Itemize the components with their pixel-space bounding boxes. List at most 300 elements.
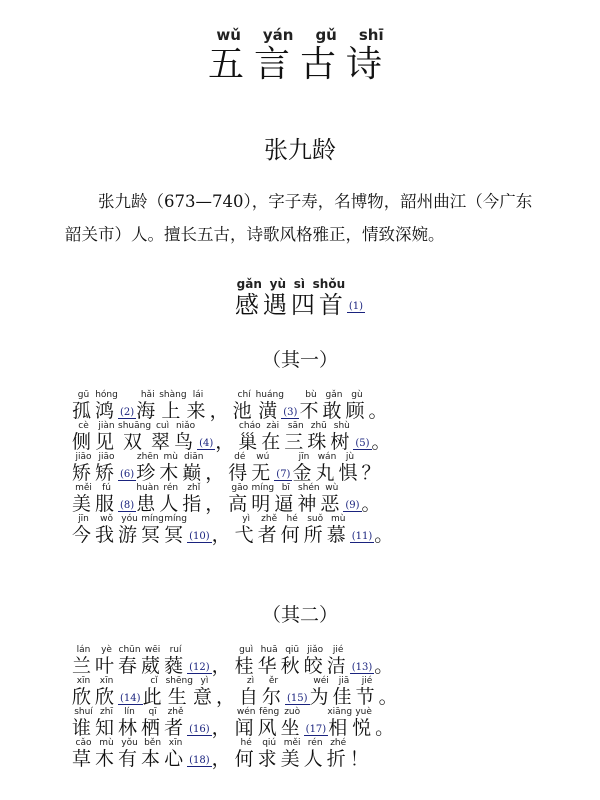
poem-character — [165, 676, 193, 708]
character-pinyin: hǎi — [136, 390, 160, 400]
character-text: 华 — [257, 655, 281, 677]
poem-line — [72, 738, 572, 769]
character-text: 美 — [280, 748, 304, 770]
character-text: 知 — [95, 717, 119, 739]
poem-character — [141, 645, 165, 677]
poem-character — [72, 390, 96, 422]
character-pinyin: niǎo — [174, 421, 198, 431]
character-pinyin: zuò — [280, 707, 304, 717]
character-text: 佳 — [332, 686, 356, 708]
character-text: 顾 — [345, 400, 369, 422]
character-text: 矫 — [72, 462, 96, 484]
character-text: 逼 — [274, 493, 298, 515]
character-pinyin: chūn — [118, 645, 142, 655]
poem-1-heading: （其一） — [261, 349, 338, 371]
poem-character — [95, 390, 119, 422]
poem-character — [234, 707, 258, 739]
poem-2-body — [72, 645, 572, 769]
character-text: 三 — [284, 431, 308, 453]
character-text: 得 — [228, 462, 252, 484]
character-pinyin: zhě — [164, 707, 188, 717]
character-pinyin: bī — [274, 483, 298, 493]
poem-line — [72, 452, 572, 483]
poem-character — [297, 483, 321, 515]
footnote-link[interactable]: (1) — [348, 301, 364, 312]
character-pinyin: jiā — [332, 676, 356, 686]
character-pinyin: wù — [320, 483, 344, 493]
footnote-link[interactable]: (9) — [345, 499, 360, 511]
character-text: 美 — [72, 493, 96, 515]
character-text: 池 — [232, 400, 256, 422]
punctuation: ， — [211, 748, 235, 770]
character-text: 有 — [118, 748, 142, 770]
character-pinyin: jù — [338, 452, 362, 462]
character-pinyin: lín — [118, 707, 142, 717]
character-text: 巅 — [182, 462, 206, 484]
poem-character — [164, 514, 188, 546]
character-pinyin: shén — [297, 483, 321, 493]
character-pinyin: huáng — [255, 390, 284, 400]
poem-line — [72, 707, 572, 738]
character-text: 潢 — [255, 400, 284, 422]
page-title — [0, 28, 600, 87]
character-pinyin: běn — [141, 738, 165, 748]
character-text: 服 — [95, 493, 119, 515]
punctuation: ？ — [361, 462, 385, 484]
character-pinyin: chí — [232, 390, 256, 400]
character-text: 人 — [303, 748, 327, 770]
character-pinyin: wéi — [309, 676, 333, 686]
poem-line — [72, 483, 572, 514]
character-pinyin: gù — [345, 390, 369, 400]
poem-character — [320, 483, 344, 515]
poem-character — [186, 390, 210, 422]
poem-character — [151, 421, 175, 453]
character-text: 何 — [280, 524, 304, 546]
character-text: 葳 — [141, 655, 165, 677]
character-pinyin: jiāo — [95, 452, 119, 462]
character-pinyin: zài — [261, 421, 285, 431]
subtitle-ruby — [234, 277, 347, 319]
character-text: 者 — [257, 524, 281, 546]
punctuation: 。 — [374, 655, 398, 677]
character-pinyin: guì — [234, 645, 258, 655]
character-pinyin: cǎo — [72, 738, 96, 748]
punctuation: 。 — [374, 524, 398, 546]
character-pinyin: fēng — [257, 707, 281, 717]
character-text: 不 — [299, 400, 323, 422]
poem-character — [261, 421, 285, 453]
character-text: 无 — [251, 462, 275, 484]
footnote-link[interactable]: (4) — [199, 437, 214, 449]
character-text: 指 — [182, 493, 206, 515]
poem-character — [95, 738, 119, 770]
character-pinyin: wán — [315, 452, 339, 462]
character-text: 生 — [165, 686, 193, 708]
character-text: 木 — [159, 462, 183, 484]
poem-character — [292, 452, 316, 484]
character-pinyin: cè — [72, 421, 95, 431]
poem-character — [284, 421, 308, 453]
punctuation: 。 — [368, 400, 392, 422]
character-pinyin: cuì — [151, 421, 175, 431]
poem-character — [228, 452, 252, 484]
poem-character — [141, 707, 165, 739]
character-pinyin: gū — [72, 390, 96, 400]
subtitle-text: 感遇四首 — [234, 291, 347, 319]
footnote-link[interactable]: (15) — [287, 692, 308, 704]
character-pinyin: míng — [164, 514, 188, 524]
footnote-link[interactable]: (11) — [351, 530, 373, 542]
character-text: 丸 — [315, 462, 339, 484]
punctuation: 。 — [361, 493, 385, 515]
character-text: 双 — [118, 431, 152, 453]
character-text: 所 — [303, 524, 327, 546]
character-pinyin: hóng — [95, 390, 119, 400]
poem-character — [136, 483, 160, 515]
poem-character — [326, 738, 350, 770]
footnote-link[interactable]: (14) — [120, 692, 141, 704]
punctuation: ， — [215, 431, 239, 453]
character-text: 欣 — [72, 686, 96, 708]
character-pinyin: jīn — [72, 514, 95, 524]
footnote-link[interactable]: (16) — [189, 723, 210, 735]
character-text: 意 — [192, 686, 216, 708]
footnote-link[interactable]: (12) — [189, 661, 210, 673]
character-pinyin: wēi — [141, 645, 165, 655]
character-text: 我 — [95, 524, 119, 546]
poem-character — [257, 645, 281, 677]
character-pinyin: rén — [303, 738, 327, 748]
poem-character — [257, 514, 281, 546]
character-text: 患 — [136, 493, 160, 515]
character-pinyin: zhǐ — [182, 483, 206, 493]
character-pinyin: huā — [257, 645, 281, 655]
poem-character — [251, 452, 275, 484]
author-bio: 张九龄（673—740），字子寿，名博物，韶州曲江（今广东韶关市）人。擅长五古，诗歌风格雅正，情致深婉。 — [65, 192, 533, 244]
poem-character — [72, 676, 96, 708]
character-text: 此 — [142, 686, 166, 708]
poem-character — [303, 514, 327, 546]
poem-character — [303, 645, 327, 677]
character-pinyin: shù — [330, 421, 354, 431]
poem-character — [234, 738, 258, 770]
poem-character — [72, 483, 96, 515]
poem-character — [327, 707, 353, 739]
character-pinyin: wú — [251, 452, 275, 462]
character-text: 春 — [118, 655, 142, 677]
footnote-link[interactable]: (10) — [189, 530, 210, 542]
poem-character — [164, 707, 188, 739]
poem-character — [95, 483, 119, 515]
poem-character — [95, 707, 119, 739]
character-text: 尔 — [261, 686, 285, 708]
poem-character — [261, 676, 285, 708]
poem-character — [238, 676, 262, 708]
poem-character — [280, 514, 304, 546]
character-pinyin: yè — [95, 645, 119, 655]
poem-character — [72, 421, 96, 453]
character-text: 桂 — [234, 655, 258, 677]
character-pinyin: měi — [280, 738, 304, 748]
poem-character — [95, 452, 119, 484]
poem-1-body — [72, 390, 572, 545]
character-text: 恶 — [320, 493, 344, 515]
character-pinyin: qī — [141, 707, 165, 717]
character-text: 者 — [164, 717, 188, 739]
character-pinyin: zhēn — [136, 452, 160, 462]
character-pinyin: gāo — [228, 483, 252, 493]
character-pinyin: suǒ — [303, 514, 327, 524]
character-pinyin: wǒ — [95, 514, 119, 524]
character-pinyin: diān — [182, 452, 206, 462]
poem-character — [274, 483, 298, 515]
poem-line — [72, 421, 572, 452]
character-pinyin: mù — [326, 514, 350, 524]
footnote-link[interactable]: (7) — [276, 468, 291, 480]
character-pinyin: zhě — [257, 514, 281, 524]
character-text: 栖 — [141, 717, 165, 739]
character-text: 鸿 — [95, 400, 119, 422]
character-pinyin: xīn — [164, 738, 188, 748]
character-text: 高 — [228, 493, 252, 515]
character-text: 秋 — [280, 655, 304, 677]
footnote-link[interactable]: (8) — [120, 499, 135, 511]
character-text: 敢 — [322, 400, 346, 422]
poem-character — [280, 707, 304, 739]
character-text: 草 — [72, 748, 96, 770]
poem-character — [257, 707, 281, 739]
footnote-link[interactable]: (5) — [355, 437, 370, 449]
character-pinyin: mù — [159, 452, 183, 462]
poem-character — [303, 738, 327, 770]
poem-character — [326, 514, 350, 546]
poem-character — [95, 421, 119, 453]
title-pinyin: wǔ yán gǔ shī — [207, 26, 392, 44]
character-text: 慕 — [326, 524, 350, 546]
character-pinyin: shàng — [159, 390, 187, 400]
character-pinyin: dé — [228, 452, 252, 462]
character-text: 心 — [164, 748, 188, 770]
poem-character — [72, 707, 96, 739]
character-pinyin: gǎn — [322, 390, 346, 400]
character-pinyin: yuè — [352, 707, 376, 717]
character-text: 今 — [72, 524, 96, 546]
subtitle-pinyin: gǎn yù sì shǒu — [234, 277, 347, 291]
character-text: 自 — [238, 686, 262, 708]
character-text: 珠 — [307, 431, 331, 453]
poem-character — [257, 738, 281, 770]
character-pinyin: míng — [251, 483, 275, 493]
character-pinyin: zhī — [95, 707, 119, 717]
character-text: 闻 — [234, 717, 258, 739]
character-text: 翠 — [151, 431, 175, 453]
character-text: 孤 — [72, 400, 96, 422]
character-text: 兰 — [72, 655, 96, 677]
poem-character — [95, 645, 119, 677]
character-pinyin: jīn — [292, 452, 316, 462]
character-pinyin: xīn — [95, 676, 119, 686]
character-text: 本 — [141, 748, 165, 770]
poem-character — [72, 452, 96, 484]
footnote-link[interactable]: (18) — [189, 754, 210, 766]
character-pinyin: míng — [141, 514, 165, 524]
character-pinyin: zhé — [326, 738, 350, 748]
character-pinyin: zì — [238, 676, 262, 686]
poem-character — [159, 390, 187, 422]
poem-character — [118, 421, 152, 453]
poem-character — [159, 483, 183, 515]
character-pinyin: hé — [280, 514, 304, 524]
character-text: 相 — [327, 717, 353, 739]
character-pinyin: mù — [95, 738, 119, 748]
character-pinyin: shuí — [72, 707, 96, 717]
poem-character — [141, 514, 165, 546]
character-pinyin: bù — [299, 390, 323, 400]
poem-character — [307, 421, 331, 453]
character-pinyin: yì — [192, 676, 216, 686]
character-pinyin: měi — [72, 483, 95, 493]
footnote-link[interactable]: (6) — [120, 468, 135, 480]
poem-character — [238, 421, 262, 453]
character-pinyin: zhū — [307, 421, 331, 431]
character-pinyin: rén — [159, 483, 183, 493]
character-pinyin: ruí — [164, 645, 188, 655]
character-pinyin: yóu — [118, 514, 142, 524]
character-text: 上 — [159, 400, 187, 422]
character-text: 树 — [330, 431, 354, 453]
character-pinyin: huàn — [136, 483, 160, 493]
character-text: 神 — [297, 493, 321, 515]
poem-character — [309, 676, 333, 708]
poem-character — [118, 707, 142, 739]
poem-character — [142, 676, 166, 708]
character-pinyin: fú — [95, 483, 119, 493]
character-text: 洁 — [326, 655, 350, 677]
footnote-link[interactable]: (2) — [120, 406, 135, 418]
character-pinyin: shēng — [165, 676, 193, 686]
poem-character — [234, 645, 258, 677]
character-text: 林 — [118, 717, 142, 739]
footnote-link[interactable]: (17) — [305, 723, 327, 735]
title-text: 五言古诗 — [207, 44, 392, 85]
footnote-link[interactable]: (13) — [351, 661, 373, 673]
poem-character — [164, 738, 188, 770]
character-pinyin: lái — [186, 390, 210, 400]
poem-character — [232, 390, 256, 422]
poem-character — [95, 514, 119, 546]
character-text: 矫 — [95, 462, 119, 484]
character-text: 人 — [159, 493, 183, 515]
poem-character — [352, 707, 376, 739]
poem-character — [164, 645, 188, 677]
character-text: 木 — [95, 748, 119, 770]
poem-character — [136, 390, 160, 422]
character-text: 冥 — [164, 524, 188, 546]
poem-character — [118, 738, 142, 770]
poem-character — [95, 676, 119, 708]
punctuation: ， — [211, 717, 235, 739]
poem-line — [72, 645, 572, 676]
poem-character — [234, 514, 258, 546]
poem-character — [72, 738, 96, 770]
punctuation: 。 — [375, 717, 399, 739]
poem-2-heading: （其二） — [261, 604, 338, 626]
character-text: 蕤 — [164, 655, 188, 677]
punctuation: ， — [205, 462, 229, 484]
character-text: 珍 — [136, 462, 160, 484]
character-pinyin: ěr — [261, 676, 285, 686]
character-text: 侧 — [72, 431, 96, 453]
character-pinyin: xīn — [72, 676, 95, 686]
character-text: 欣 — [95, 686, 119, 708]
poem-character — [315, 452, 339, 484]
poem-character — [192, 676, 216, 708]
punctuation: ！ — [349, 748, 373, 770]
character-pinyin: cǐ — [142, 676, 166, 686]
poem-line — [72, 514, 572, 545]
character-pinyin: jiàn — [95, 421, 119, 431]
character-text: 弋 — [234, 524, 258, 546]
poem-character — [141, 738, 165, 770]
character-pinyin: shuāng — [118, 421, 152, 431]
poem-character — [251, 483, 275, 515]
character-text: 在 — [261, 431, 285, 453]
character-pinyin: cháo — [238, 421, 262, 431]
poem-character — [322, 390, 346, 422]
character-text: 惧 — [338, 462, 362, 484]
character-text: 金 — [292, 462, 316, 484]
character-text: 来 — [186, 400, 210, 422]
poem-character — [280, 645, 304, 677]
character-text: 游 — [118, 524, 142, 546]
character-text: 悦 — [352, 717, 376, 739]
poem-line — [72, 676, 572, 707]
character-text: 风 — [257, 717, 281, 739]
character-text: 坐 — [280, 717, 304, 739]
poem-character — [299, 390, 323, 422]
poem-character — [72, 514, 96, 546]
poem-character — [355, 676, 379, 708]
poem-character — [174, 421, 198, 453]
punctuation: ， — [211, 524, 235, 546]
character-pinyin: xiāng — [327, 707, 353, 717]
character-text: 叶 — [95, 655, 119, 677]
character-pinyin: jiǎo — [303, 645, 327, 655]
punctuation: ， — [215, 686, 239, 708]
character-text: 巢 — [238, 431, 262, 453]
footnote-link[interactable]: (3) — [283, 406, 298, 418]
poem-character — [72, 645, 96, 677]
poem-character — [136, 452, 160, 484]
poem-character — [330, 421, 354, 453]
punctuation: 。 — [371, 431, 395, 453]
author-name: 张九龄 — [264, 136, 336, 164]
poem-character — [326, 645, 350, 677]
character-text: 海 — [136, 400, 160, 422]
poem-character — [255, 390, 284, 422]
character-text: 鸟 — [174, 431, 198, 453]
character-text: 求 — [257, 748, 281, 770]
character-text: 节 — [355, 686, 379, 708]
poem-character — [280, 738, 304, 770]
poem-character — [182, 483, 206, 515]
punctuation: ， — [205, 493, 229, 515]
character-text: 见 — [95, 431, 119, 453]
character-pinyin: jié — [326, 645, 350, 655]
character-text: 皎 — [303, 655, 327, 677]
character-pinyin: lán — [72, 645, 96, 655]
